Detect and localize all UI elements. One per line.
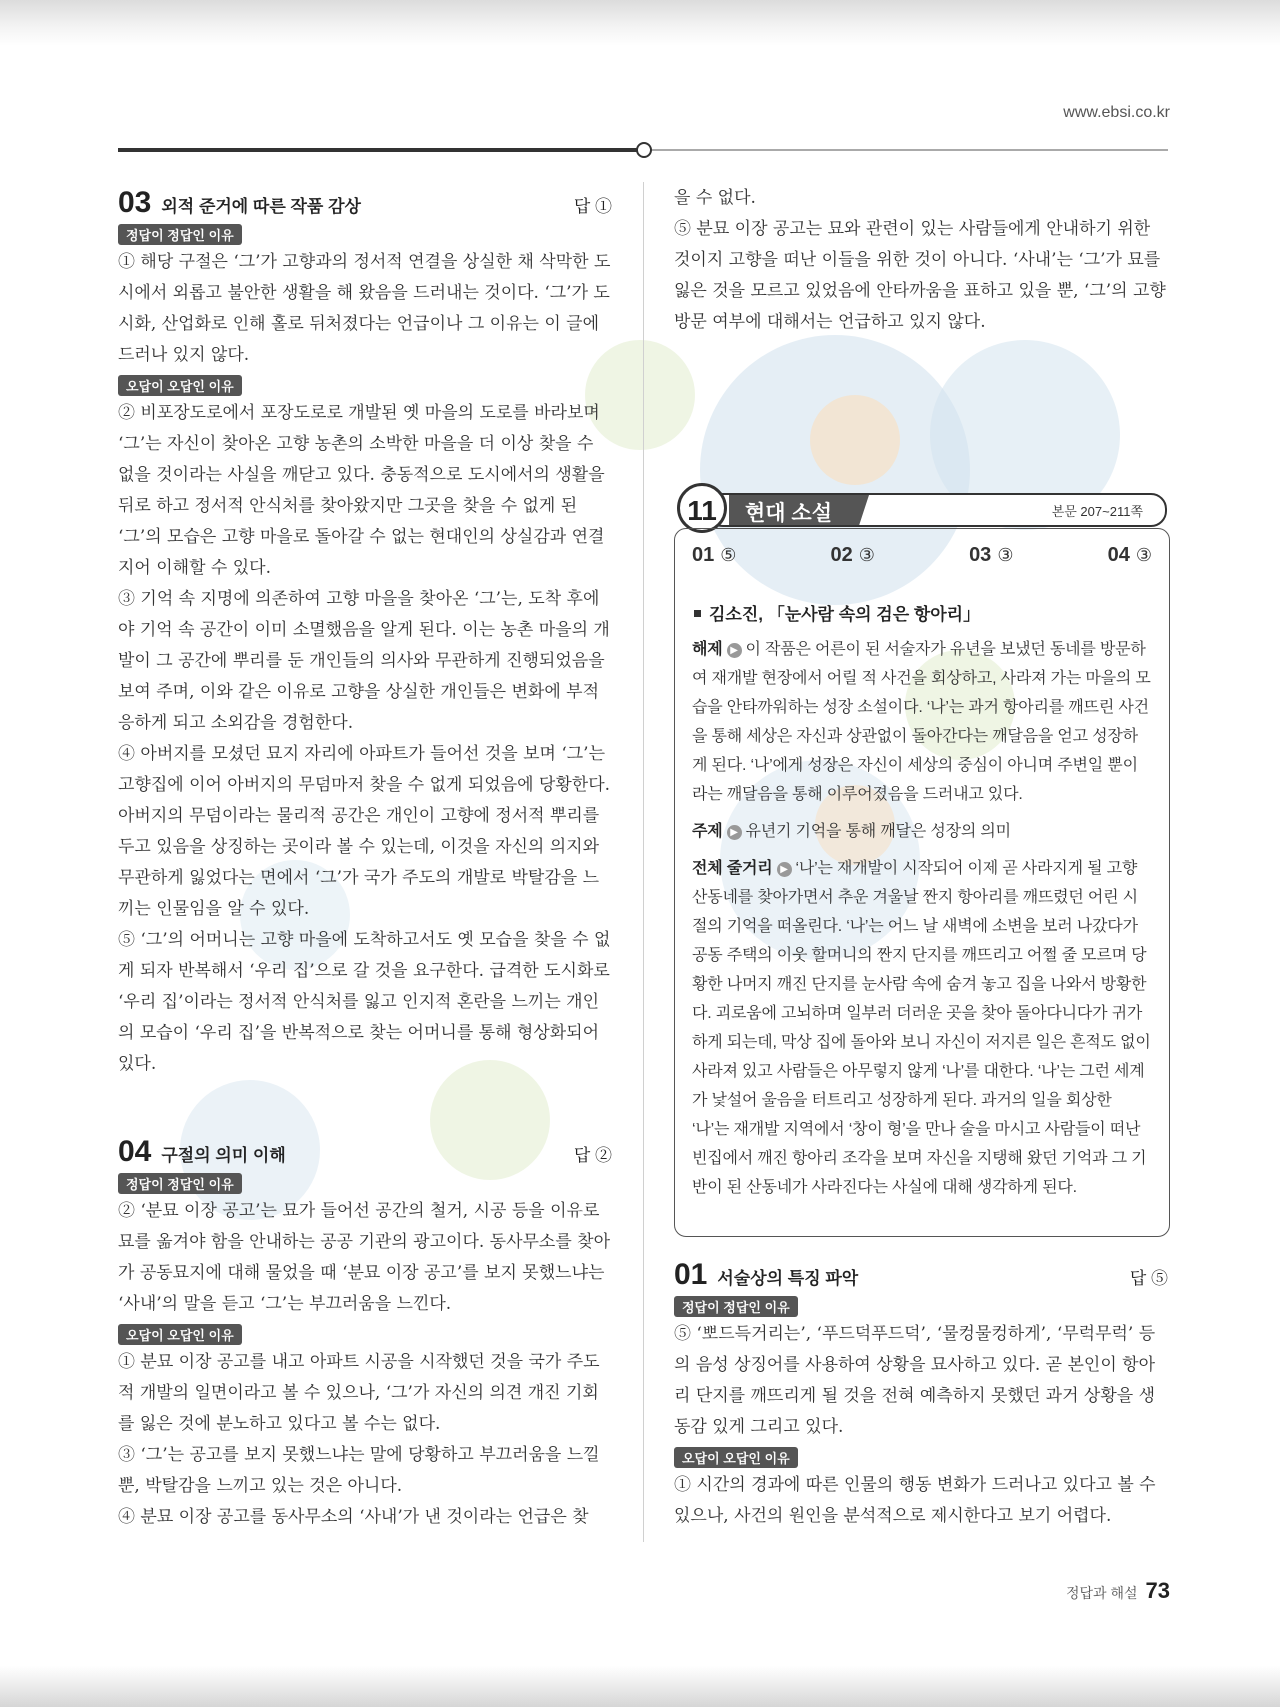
correct-reason-tag: 정답이 정답인 이유 bbox=[118, 1173, 242, 1194]
answer-key-number: 03 bbox=[969, 544, 992, 566]
header-rule-dot bbox=[636, 142, 652, 158]
work-title bbox=[692, 600, 1152, 625]
question-number: 01 bbox=[674, 1258, 708, 1291]
question-answer: 답 ① bbox=[573, 197, 612, 216]
answer-key-item bbox=[831, 544, 875, 567]
continued-paragraph: ⑤ 분묘 이장 공고는 묘와 관련이 있는 사람들에게 안내하기 위한 것이지 고향을 떠난 이들을 위한 것이 아니다. ‘사내’는 ‘그’가 묘를 잃은 것을 모르고 있었음에 안타까움을 표하고 있을 뿐, ‘그’의 고향 방문 여부에 대해서는 언급하고 있지 않다. bbox=[674, 219, 1166, 332]
question-answer: 답 ⑤ bbox=[1129, 1269, 1168, 1288]
wrong-reason-tag: 오답이 오답인 이유 bbox=[118, 375, 242, 396]
page-footer bbox=[1066, 1578, 1170, 1604]
question-heading bbox=[118, 186, 361, 220]
answer-key-item bbox=[1108, 544, 1152, 567]
page-number: 73 bbox=[1145, 1578, 1170, 1603]
question-number: 03 bbox=[118, 186, 152, 219]
question-answer: 답 ② bbox=[573, 1146, 612, 1165]
continued-text bbox=[674, 183, 1168, 338]
square-bullet-icon bbox=[694, 610, 701, 617]
site-url: www.ebsi.co.kr bbox=[1063, 104, 1170, 121]
section-number: 11 bbox=[677, 483, 727, 533]
question-title: 구절의 의미 이해 bbox=[161, 1146, 286, 1165]
question-header bbox=[118, 1135, 612, 1169]
watermark-circle bbox=[810, 395, 900, 485]
answer-key-number: 04 bbox=[1107, 544, 1130, 566]
arrow-right-icon: ▶ bbox=[777, 862, 792, 877]
footer-label: 정답과 해설 bbox=[1066, 1585, 1138, 1601]
plot-text: ‘나’는 재개발이 시작되어 이제 곧 사라지게 될 고향 산동네를 찾아가면서 추운 겨울날 짠지 항아리를 깨뜨렸던 어린 시절의 기억을 떠올린다. ‘나’는 어느 날 새벽에 소변을 보러 나갔다가 공동 주택의 이웃 할머니의 짠지 단지를 깨뜨리고 어쩔 줄 모르며 당황한 나머지 깨진 단지를 눈사람 속에 숨겨 놓고 집을 나와서 방황한다. 괴로움에 고뇌하며 일부러 더러운 곳을 찾아 돌아다니다가 귀가하게 되는데, 막상 집에 돌아와 보니 자신이 저지른 일은 흔적도 없이 사라져 있고 사람들은 아무렇지 않게 ‘나’를 대한다. ‘나’는 그런 세계가 낯설어 울음을 터트리고 성장하게 된다. 과거의 일을 회상한 ‘나’는 재개발 지역에서 ‘창이 형’을 만나 술을 마시고 사람들이 떠난 빈집에서 깨진 항아리 조각을 보며 자신을 지탱해 왔던 기억과 그 기반이 된 산동네가 사라진다는 사실에 대해 생각하게 된다. bbox=[692, 860, 1151, 1196]
question-03 bbox=[118, 186, 612, 1080]
correct-reason-tag: 정답이 정답인 이유 bbox=[118, 224, 242, 245]
answer-key-value: ⑤ bbox=[720, 545, 737, 565]
correct-reason-text: ② ‘분묘 이장 공고’는 묘가 들어선 공간의 철거, 시공 등을 이유로 묘를 옮겨야 함을 안내하는 공공 기관의 광고이다. 동사무소를 찾아가 공동묘지에 대해 물었을 때 ‘분묘 이장 공고’를 보지 못했느냐는 ‘사내’의 말을 듣고 ‘그’는 부끄러움을 느낀다. bbox=[118, 1201, 611, 1314]
question-heading bbox=[674, 1258, 858, 1292]
section-title: 현대 소설 bbox=[745, 502, 832, 525]
wrong-reason-tag: 오답이 오답인 이유 bbox=[118, 1324, 242, 1345]
question-01 bbox=[674, 1258, 1168, 1532]
page-bottom-shadow bbox=[0, 1666, 1280, 1707]
wrong-reason-item: ② 비포장도로에서 포장도로로 개발된 옛 마을의 도로를 바라보며 ‘그’는 자신이 찾아온 고향 농촌의 소박한 마을을 더 이상 찾을 수 없을 것이라는 사실을 깨닫고 있다. 충동적으로 도시에서의 생활을 뒤로 하고 정서적 안식처를 찾아왔지만 그곳을 찾을 수 없게 된 ‘그’의 모습은 고향 마을로 돌아갈 수 없는 현대인의 상실감과 연결 지어 이해할 수 있다. bbox=[118, 403, 605, 578]
wrong-reason-item: ③ ‘그’는 공고를 보지 못했느냐는 말에 당황하고 부끄러움을 느낄 뿐, 박탈감을 느끼고 있는 것은 아니다. bbox=[118, 1445, 600, 1496]
wrong-reason-item: ④ 아버지를 모셨던 묘지 자리에 아파트가 들어선 것을 보며 ‘그’는 고향집에 이어 아버지의 무덤마저 찾을 수 없게 되었음에 당황한다. 아버지의 무덤이라는 물리적 공간은 개인이 고향에 정서적 뿌리를 두고 있음을 상징하는 곳이라 볼 수 있는데, 이것을 자신의 의지와 무관하게 잃었다는 면에서 ‘그’가 국가 주도의 개발로 박탈감을 느끼는 인물임을 알 수 있다. bbox=[118, 744, 611, 919]
answer-key-item bbox=[969, 544, 1013, 567]
plot-label: 전체 줄거리 bbox=[692, 860, 773, 877]
arrow-right-icon: ▶ bbox=[727, 643, 742, 658]
haeje-paragraph bbox=[692, 635, 1152, 809]
wrong-reason-item: ③ 기억 속 지명에 의존하여 고향 마을을 찾아온 ‘그’는, 도착 후에야 기억 속 공간이 이미 소멸했음을 알게 된다. 이는 농촌 마을의 개발이 그 공간에 뿌리를 둔 개인들의 의사와 무관하게 진행되었음을 보여 주며, 이와 같은 이유로 고향을 상실한 개인들은 변화에 부적응하게 되고 소외감을 경험한다. bbox=[118, 589, 610, 733]
correct-reason-tag: 정답이 정답인 이유 bbox=[674, 1296, 798, 1317]
wrong-reason-text: ① 시간의 경과에 따른 인물의 행동 변화가 드러나고 있다고 볼 수 있으나, 사건의 원인을 분석적으로 제시한다고 보기 어렵다. bbox=[674, 1475, 1156, 1526]
wrong-reason-tag: 오답이 오답인 이유 bbox=[674, 1447, 798, 1468]
answer-key-item bbox=[692, 544, 736, 567]
juje-text: 유년기 기억을 통해 깨달은 성장의 의미 bbox=[745, 823, 1011, 840]
column-divider bbox=[643, 182, 644, 1542]
wrong-reason-item: ⑤ ‘그’의 어머니는 고향 마을에 도착하고서도 옛 모습을 찾을 수 없게 되자 반복해서 ‘우리 집’으로 갈 것을 요구한다. 급격한 도시화로 ‘우리 집’이라는 정서적 안식처를 잃고 인지적 혼란을 느끼는 개인의 모습이 ‘우리 집’을 반복적으로 찾는 어머니를 통해 형상화되어 있다. bbox=[118, 930, 611, 1074]
section-page-ref: 본문 207~211쪽 bbox=[1051, 504, 1143, 519]
section-summary-body bbox=[692, 600, 1152, 1210]
question-heading bbox=[118, 1135, 286, 1169]
answer-key-number: 01 bbox=[692, 544, 715, 566]
header-rule-light bbox=[643, 149, 1168, 151]
plot-paragraph bbox=[692, 854, 1152, 1202]
question-title: 서술상의 특징 파악 bbox=[717, 1269, 859, 1288]
question-number: 04 bbox=[118, 1135, 152, 1168]
answer-key-value: ③ bbox=[858, 545, 875, 565]
header-rule-dark bbox=[118, 148, 643, 152]
continued-line: 을 수 없다. bbox=[674, 188, 756, 208]
question-header bbox=[118, 186, 612, 220]
answer-key-value: ③ bbox=[1135, 545, 1152, 565]
question-title: 외적 준거에 따른 작품 감상 bbox=[161, 197, 361, 216]
question-header bbox=[674, 1258, 1168, 1292]
juje-label: 주제 bbox=[692, 823, 723, 840]
correct-reason-text: ① 해당 구절은 ‘그’가 고향과의 정서적 연결을 상실한 채 삭막한 도시에서 외롭고 불안한 생활을 해 왔음을 드러내는 것이다. ‘그’가 도시화, 산업화로 인해 홀로 뒤처졌다는 언급이나 그 이유는 이 글에 드러나 있지 않다. bbox=[118, 252, 611, 365]
juje-paragraph bbox=[692, 817, 1152, 846]
work-title-text: 김소진, 「눈사람 속의 검은 항아리」 bbox=[709, 605, 981, 624]
section-header bbox=[677, 489, 1167, 527]
arrow-right-icon: ▶ bbox=[727, 825, 742, 840]
wrong-reason-item: ① 분묘 이장 공고를 내고 아파트 시공을 시작했던 것을 국가 주도적 개발의 일면이라고 볼 수 있으나, ‘그’가 자신의 의견 개진 기회를 잃은 것에 분노하고 있다고 볼 수는 없다. bbox=[118, 1352, 600, 1434]
wrong-reason-item: ④ 분묘 이장 공고를 동사무소의 ‘사내’가 낸 것이라는 언급은 찾 bbox=[118, 1507, 589, 1527]
header-rule bbox=[118, 148, 1168, 152]
question-04 bbox=[118, 1135, 612, 1533]
page-top-shadow bbox=[0, 0, 1280, 46]
haeje-label: 해제 bbox=[692, 641, 723, 658]
haeje-text: 이 작품은 어른이 된 서술자가 유년을 보냈던 동네를 방문하여 재개발 현장에서 어릴 적 사건을 회상하고, 사라져 가는 마을의 모습을 안타까워하는 성장 소설이다. ‘나’는 과거 항아리를 깨뜨린 사건을 통해 세상은 자신과 상관없이 돌아간다는 깨달음을 얻고 성장하게 된다. ‘나’에게 성장은 자신이 세상의 중심이 아니며 주변일 뿐이라는 깨달음을 통해 이루어졌음을 드러내고 있다. bbox=[692, 641, 1151, 803]
answer-key-value: ③ bbox=[997, 545, 1014, 565]
answer-key-row bbox=[692, 544, 1152, 567]
answer-key-number: 02 bbox=[830, 544, 853, 566]
correct-reason-text: ⑤ ‘뽀드득거리는’, ‘푸드덕푸드덕’, ‘물컹물컹하게’, ‘무럭무럭’ 등의 음성 상징어를 사용하여 상황을 묘사하고 있다. 곧 본인이 항아리 단지를 깨뜨리게 될 것을 전혀 예측하지 못했던 과거 상황을 생동감 있게 그리고 있다. bbox=[674, 1324, 1156, 1437]
